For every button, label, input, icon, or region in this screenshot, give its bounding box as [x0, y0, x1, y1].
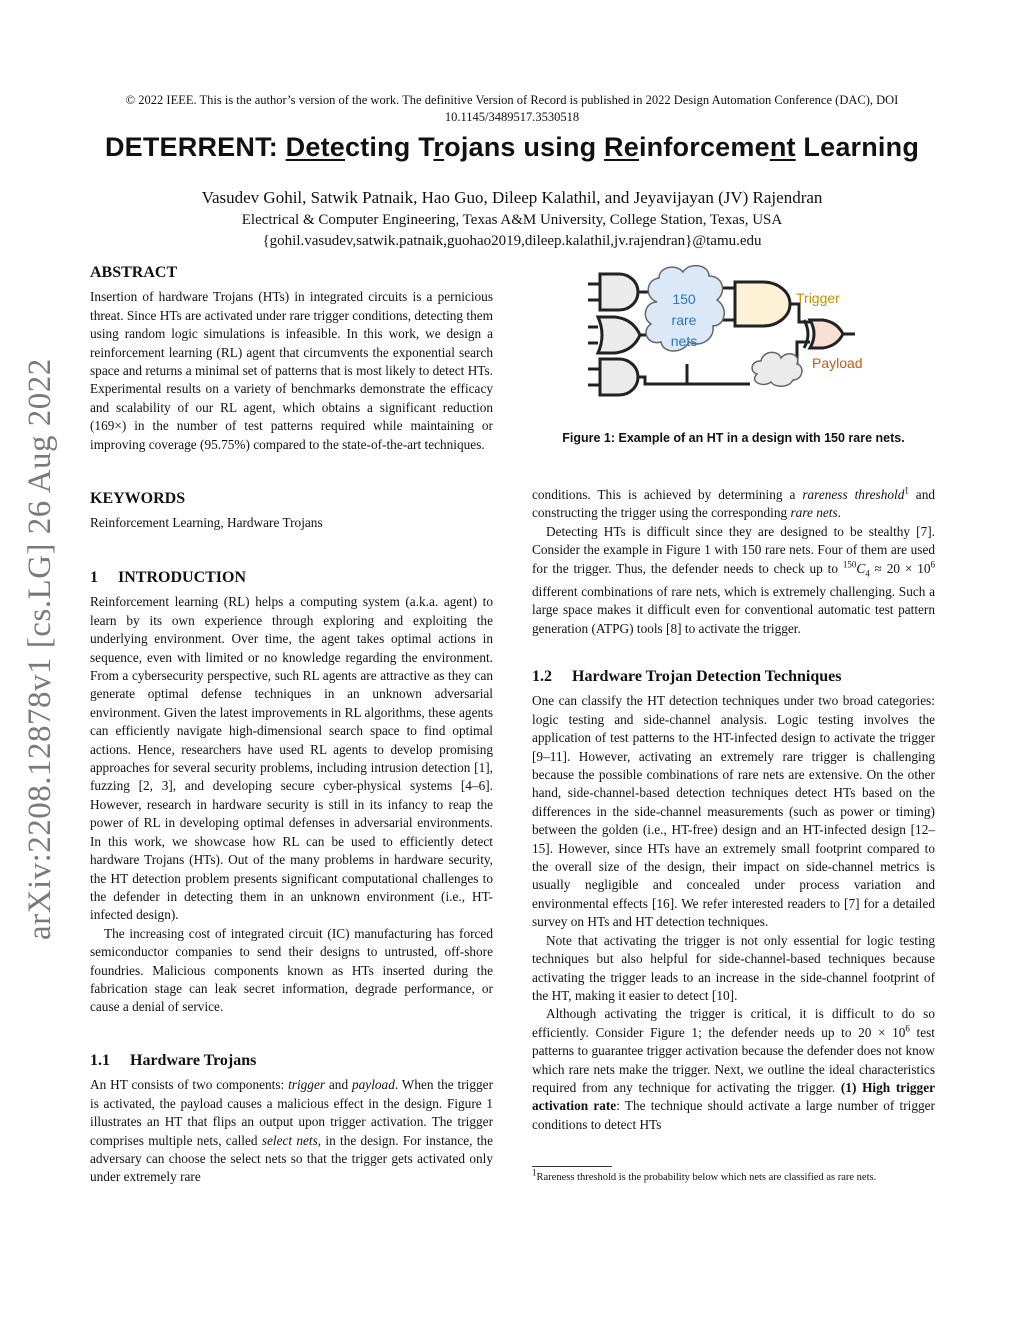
and-gate-icon — [600, 359, 638, 395]
or-gate-icon — [598, 317, 640, 353]
introduction-section — [90, 569, 493, 1017]
section-number: 1 — [90, 569, 98, 586]
cloud-label-nets: nets — [670, 333, 698, 349]
figure-1-caption: Figure 1: Example of an HT in a design with 150 rare nets. — [562, 431, 905, 445]
right-paragraph-1: conditions. This is achieved by determining a rareness threshold$^1$ and constructing the trigger using the corresponding rare nets. — [532, 485, 935, 521]
detection-paragraph-3: Although activating the trigger is critical, it is difficult to do so efficiently. Consider Figure 1; the defender needs up to $20 \times 10^6$ test patterns to guarantee trigger activation because the defender does not know which rare nets make the trigger. Next, we outline the ideal characteristics required from any technique for activating the trigger. (1) High trigger activation rate: The technique should activate a large number of trigger conditions to detect HTs — [532, 1006, 935, 1132]
affiliation — [40, 210, 984, 252]
author-emails: {gohil.vasudev,satwik.patnaik,guohao2019,dileep.kalathil,jv.rajendran}@tamu.edu — [262, 233, 762, 249]
subsection-heading-1-2: 1.2 Hardware Trojan Detection Techniques — [532, 668, 842, 685]
detection-paragraph-1: One can classify the HT detection techniques under two broad categories: logic testing and side-channel analysis. Logic testing involves the application of test patterns to the HT-infected design to activate the trigger [9–11]. However, activating an extremely rare trigger is challenging because the possible combinations of rare nets are extensive. On the other hand, side-channel-based detection techniques detect HTs based on the differences in the side-channel measurements (such as power or timing) between the golden (i.e., HT-free) design and an HT-infected design [12–15]. However, since HTs have an extremely small footprint compared to the overall size of the design, their impact on side-channel metrics is usually negligible and concealed under process variation and environmental effects [16]. We refer interested readers to [7] for a detailed survey on HTs and HT detection techniques. — [532, 693, 935, 930]
cloud-icon — [752, 352, 802, 386]
payload-label: Payload — [812, 355, 863, 371]
abstract-heading: ABSTRACT — [90, 264, 178, 281]
hardware-trojans-section — [90, 1052, 493, 1187]
keywords-section — [90, 490, 493, 533]
trigger-label: Trigger — [796, 290, 840, 306]
affiliation-institution: Electrical & Computer Engineering, Texas A&M University, College Station, Texas, USA — [241, 212, 783, 228]
arxiv-identifier: arXiv:2208.12878v1 [cs.LG] 26 Aug 2022 — [22, 358, 58, 940]
cloud-label-rare: rare — [671, 312, 697, 328]
ht-detection-section — [532, 668, 935, 1134]
abstract-section — [90, 264, 493, 454]
keywords-heading: KEYWORDS — [90, 490, 186, 507]
paper-title: DETERRENT: Detecting Trojans using Reinforcement Learning — [104, 132, 920, 162]
abstract-text: Insertion of hardware Trojans (HTs) in integrated circuits is a pernicious threat. Since HTs are activated under rare trigger conditions, detecting them using random logic simulations is infeasible. In this work, we design a reinforcement learning (RL) agent that circumvents the exponential search space and returns a minimal set of patterns that is most likely to detect HTs. Experimental results on a variety of benchmarks demonstrate the efficacy and scalability of our RL agent, which obtains a significant reduction (169×) in the number of test patterns required while maintaining or improving coverage (95.75%) compared to the state-of-the-art techniques. — [90, 289, 493, 452]
intro-paragraph-2: The increasing cost of integrated circuit (IC) manufacturing has forced semiconductor companies to send their designs to untrusted, off-shore foundries. Malicious components known as HTs inserted during the fabrication stage can leak secret information, degrade performance, or cause a denial of service. — [90, 925, 493, 1015]
footnote-divider — [532, 1166, 612, 1167]
copyright-notice: © 2022 IEEE. This is the author’s version of the work. The definitive Version of Record is published in 2022 Design Automation Conference (DAC), DOI 10.1145/3489517.3530518 — [125, 93, 899, 124]
figure-1-diagram — [585, 262, 865, 402]
intro-paragraph-1: Reinforcement learning (RL) helps a computing system (a.k.a. agent) to learn by its own experience through exploring and exploiting the underlying environment. Over time, the agent takes optimal actions in sequence, even with limited or no knowledge regarding the environment. From a cybersecurity perspective, such RL agents are attractive as they can generate optimal defense techniques in an unknown adversarial environment. Given the latest improvements in RL algorithms, these agents can efficiently navigate high-dimensional search space to find optimal actions. Hence, researchers have used RL agents to develop promising approaches for several security problems, including intrusion detection [1], fuzzing [2, 3], and developing secure cyber-physical systems [4–6]. However, research in hardware security is still in its infancy to reap the power of RL in developing optimal defenses in adversarial environments. In this work, we showcase how RL can be used to efficiently detect hardware Trojans (HTs). Out of the many problems in hardware security, the HT detection problem presents significant computational challenges to the defender in detecting them in an unknown environment (i.e., HT-infected design). — [90, 594, 493, 923]
hardware-trojans-paragraph: An HT consists of two components: trigger and payload. When the trigger is activated, the payload causes a malicious effect in the design. Figure 1 illustrates an HT that flips an output upon trigger activation. The trigger comprises multiple nets, called select nets, in the design. For instance, the adversary can choose the select nets so that the trigger gets activated only under extremely rare — [90, 1077, 493, 1185]
trigger-gate-icon — [735, 282, 790, 326]
subsection-heading-1-1: 1.1 Hardware Trojans — [90, 1052, 257, 1069]
cloud-label-count: 150 — [672, 291, 696, 307]
footnote: $^1$Rareness threshold is the probability below which nets are classified as rare nets. — [532, 1167, 877, 1183]
keywords-text: Reinforcement Learning, Hardware Trojans — [90, 515, 323, 531]
footnote-marker: 1 — [904, 485, 909, 496]
xor-gate-icon — [810, 320, 843, 348]
detection-paragraph-2: Note that activating the trigger is not only essential for logic testing techniques but also helpful for side-channel-based techniques because activating the trigger leads to an increase in the side-channel footprint of the HT, making it easier to detect [10]. — [532, 932, 935, 1003]
right-column-text — [532, 486, 935, 638]
introduction-heading: 1 INTRODUCTION — [90, 569, 247, 586]
and-gate-icon — [600, 274, 638, 310]
right-paragraph-2: Detecting HTs is difficult since they are designed to be stealthy [7]. Consider the example in Figure 1 with 150 rare nets. Four of them are used for the trigger. Thus, the defender needs to check up to $^{150}C_4 \approx 20 \times 10^6$ different combinations of rare nets, which is extremely challenging. Such a large space makes it difficult even for conventional automatic test pattern generation (ATPG) tools [8] to activate the trigger. — [532, 523, 935, 636]
author-list: Vasudev Gohil, Satwik Patnaik, Hao Guo, Dileep Kalathil, and Jeyavijayan (JV) Rajendran — [201, 188, 823, 207]
